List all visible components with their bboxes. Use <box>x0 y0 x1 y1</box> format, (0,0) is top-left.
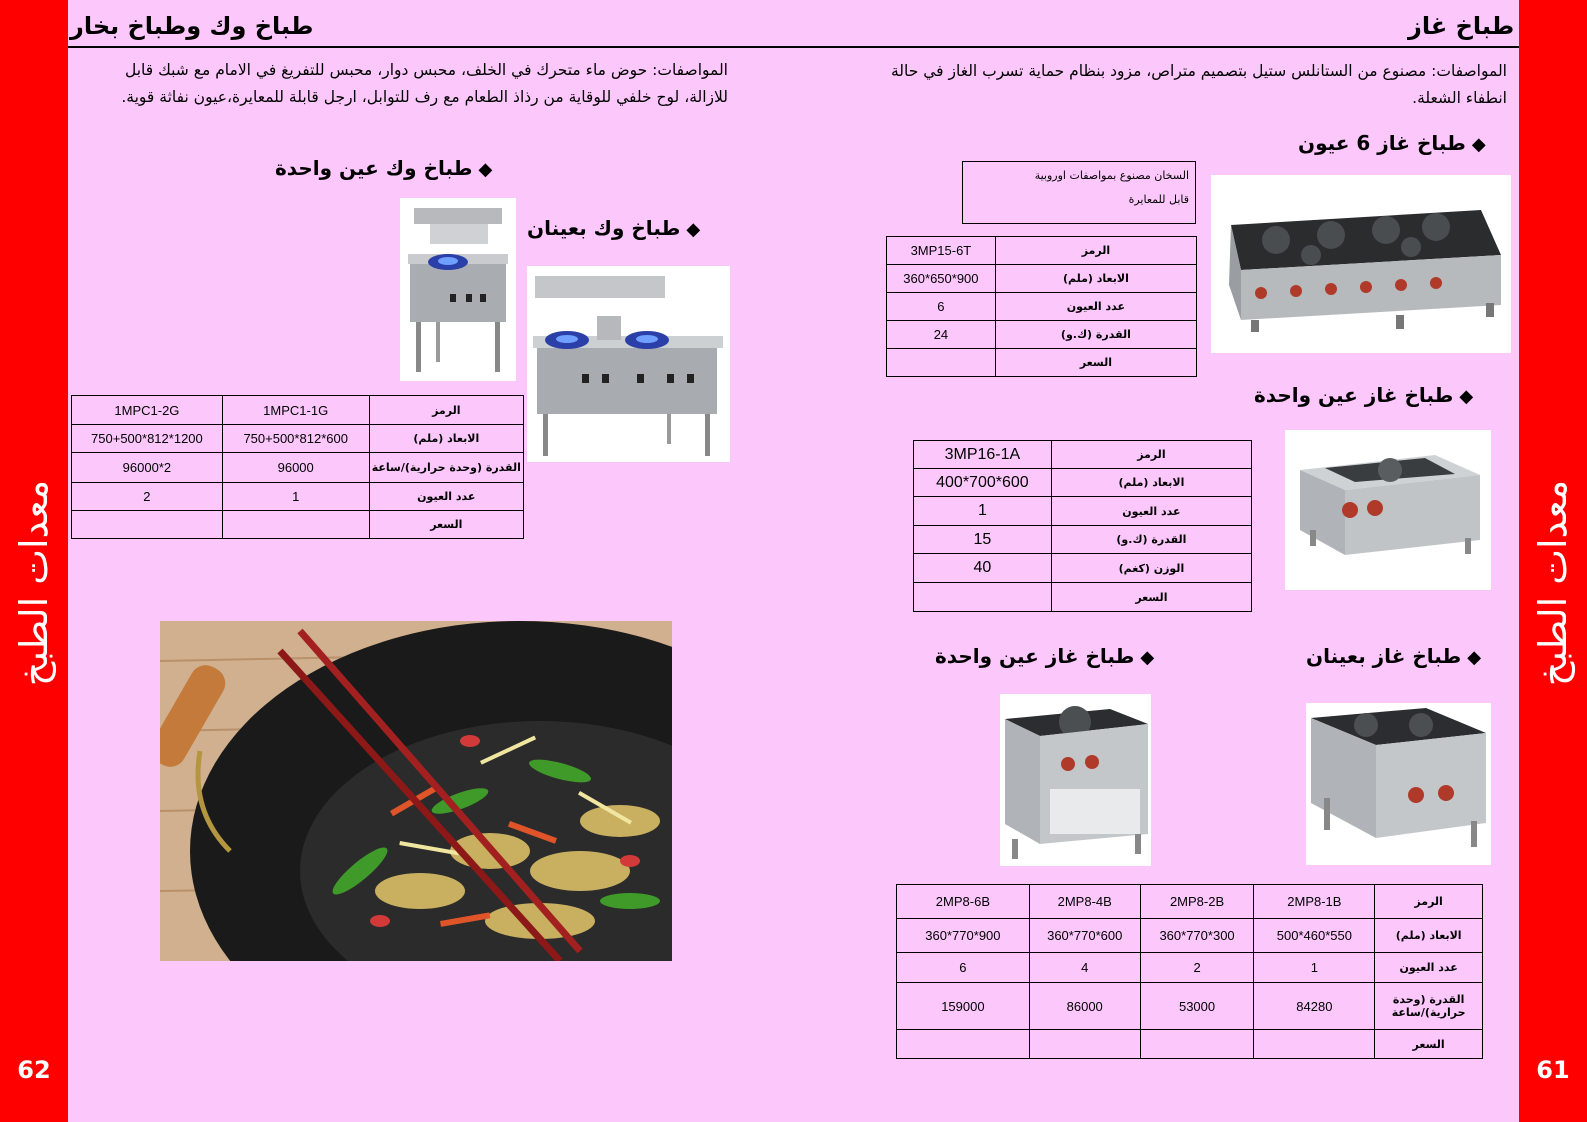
label-code: الرمز <box>995 237 1196 265</box>
cell <box>1029 1030 1140 1059</box>
label-code: الرمز <box>369 396 523 425</box>
label-power: القدرة (وحدة حرارية)/ساعة <box>369 453 523 483</box>
cell: 2 <box>1140 953 1254 983</box>
cell: 40 <box>914 554 1052 583</box>
left-description: المواصفات: حوض ماء متحرك في الخلف، محبس دوار، محبس للتفريغ في الامام مع شبك قابل للازالة، لوح خلفي للوقاية من رذاذ الطعام مع رف للتوابل، ارجل قابلة للمعايرة،عيون نفاثة قوية. <box>121 61 728 106</box>
cell: 4 <box>1029 953 1140 983</box>
european-spec-note <box>962 161 1196 224</box>
diamond-bullet-icon: ◆ <box>686 219 701 240</box>
gas-single-table <box>913 440 1252 612</box>
cell: 3MP15-6T <box>887 237 996 265</box>
left-sidebar <box>0 0 68 1122</box>
cell: 1 <box>222 483 369 511</box>
label-burners: عدد العيون <box>1051 497 1251 526</box>
cell <box>72 511 223 539</box>
cell: 900*770*360 <box>897 919 1030 953</box>
cell: 24 <box>887 321 996 349</box>
cell: 600*812*750+500 <box>222 425 369 453</box>
left-section-label: معدات الطبخ <box>12 480 56 687</box>
cell: 1MPC1-2G <box>72 396 223 425</box>
label-dimensions: الابعاد (ملم) <box>1375 919 1483 953</box>
label-burners: عدد العيون <box>995 293 1196 321</box>
cell: 1 <box>914 497 1052 526</box>
label-dimensions: الابعاد (ملم) <box>1051 469 1251 497</box>
gas-single-bottom-heading: ◆طباخ غاز عين واحدة <box>935 644 1155 668</box>
cell: 2MP8-4B <box>1029 885 1140 919</box>
wok-double-heading: ◆طباخ وك بعينان <box>527 216 701 240</box>
label-code: الرمز <box>1051 441 1251 469</box>
cell <box>1254 1030 1375 1059</box>
gas-six-table <box>886 236 1197 377</box>
cell: 2MP8-2B <box>1140 885 1254 919</box>
label-burners: عدد العيون <box>1375 953 1483 983</box>
label-price: السعر <box>369 511 523 539</box>
right-sidebar <box>1519 0 1587 1122</box>
gas-single-stove-image <box>1000 694 1151 866</box>
label-price: السعر <box>1375 1030 1483 1059</box>
cell: 2 <box>72 483 223 511</box>
cell: 96000 <box>222 453 369 483</box>
gas-six-heading: ◆طباخ غاز 6 عيون <box>1298 131 1486 155</box>
diamond-bullet-icon: ◆ <box>1467 647 1482 668</box>
cell: 53000 <box>1140 983 1254 1030</box>
cell: 1MPC1-1G <box>222 396 369 425</box>
note-line-1: السخان مصنوع بمواصفات اوروبية <box>1034 169 1189 182</box>
diamond-bullet-icon: ◆ <box>1459 386 1474 407</box>
cell: 550*460*500 <box>1254 919 1375 953</box>
cell: 159000 <box>897 983 1030 1030</box>
cell: 2MP8-1B <box>1254 885 1375 919</box>
cell: 3MP16-1A <box>914 441 1052 469</box>
label-power: القدرة (وحدة حرارية)/ساعة <box>1375 983 1483 1030</box>
wok-double-image <box>527 266 730 462</box>
left-page-number: 62 <box>17 1056 51 1084</box>
wok-spec-table <box>71 395 524 539</box>
label-weight: الوزن (كغم) <box>1051 554 1251 583</box>
right-page-title: طباخ غاز <box>1408 12 1515 40</box>
cell: 600*700*400 <box>914 469 1052 497</box>
note-line-2: قابل للمعايرة <box>1128 193 1189 206</box>
cell: 84280 <box>1254 983 1375 1030</box>
cell: 15 <box>914 526 1052 554</box>
right-description: المواصفات: مصنوع من الستانلس ستيل بتصميم متراص، مزود بنظام حماية تسرب الغاز في حالة انطفاء الشعلة. <box>890 62 1507 107</box>
gas-double-bottom-heading: ◆طباخ غاز بعينان <box>1306 644 1482 668</box>
wok-single-heading: ◆طباخ وك عين واحدة <box>275 156 493 180</box>
cell <box>914 583 1052 612</box>
label-dimensions: الابعاد (ملم) <box>369 425 523 453</box>
gas-six-image <box>1211 175 1511 353</box>
cell: 6 <box>897 953 1030 983</box>
label-power: القدرة (ك.و) <box>995 321 1196 349</box>
cell: 300*770*360 <box>1140 919 1254 953</box>
diamond-bullet-icon: ◆ <box>1471 134 1486 155</box>
gas-single-image <box>1285 430 1491 590</box>
label-dimensions: الابعاد (ملم) <box>995 265 1196 293</box>
cell: 86000 <box>1029 983 1140 1030</box>
label-price: السعر <box>1051 583 1251 612</box>
gas-double-stove-image <box>1306 703 1491 865</box>
cell: 2MP8-6B <box>897 885 1030 919</box>
right-page-number: 61 <box>1536 1056 1570 1084</box>
cell <box>887 349 996 377</box>
cell: 6 <box>887 293 996 321</box>
gas-single-heading: ◆طباخ غاز عين واحدة <box>1254 383 1474 407</box>
cell: 900*650*360 <box>887 265 996 293</box>
wok-food-photo <box>160 621 672 961</box>
header-rule <box>68 46 1519 48</box>
cell <box>897 1030 1030 1059</box>
diamond-bullet-icon: ◆ <box>478 159 493 180</box>
cell: 600*770*360 <box>1029 919 1140 953</box>
right-section-label: معدات الطبخ <box>1531 480 1575 687</box>
cell: 1 <box>1254 953 1375 983</box>
left-page-title: طباخ وك وطباخ بخار <box>70 12 314 40</box>
cell <box>222 511 369 539</box>
label-code: الرمز <box>1375 885 1483 919</box>
wok-single-image <box>400 198 516 381</box>
gas-bottom-table <box>896 884 1483 1059</box>
cell: 1200*812*750+500 <box>72 425 223 453</box>
label-burners: عدد العيون <box>369 483 523 511</box>
cell <box>1140 1030 1254 1059</box>
label-power: القدرة (ك.و) <box>1051 526 1251 554</box>
cell: 2*96000 <box>72 453 223 483</box>
label-price: السعر <box>995 349 1196 377</box>
diamond-bullet-icon: ◆ <box>1140 647 1155 668</box>
